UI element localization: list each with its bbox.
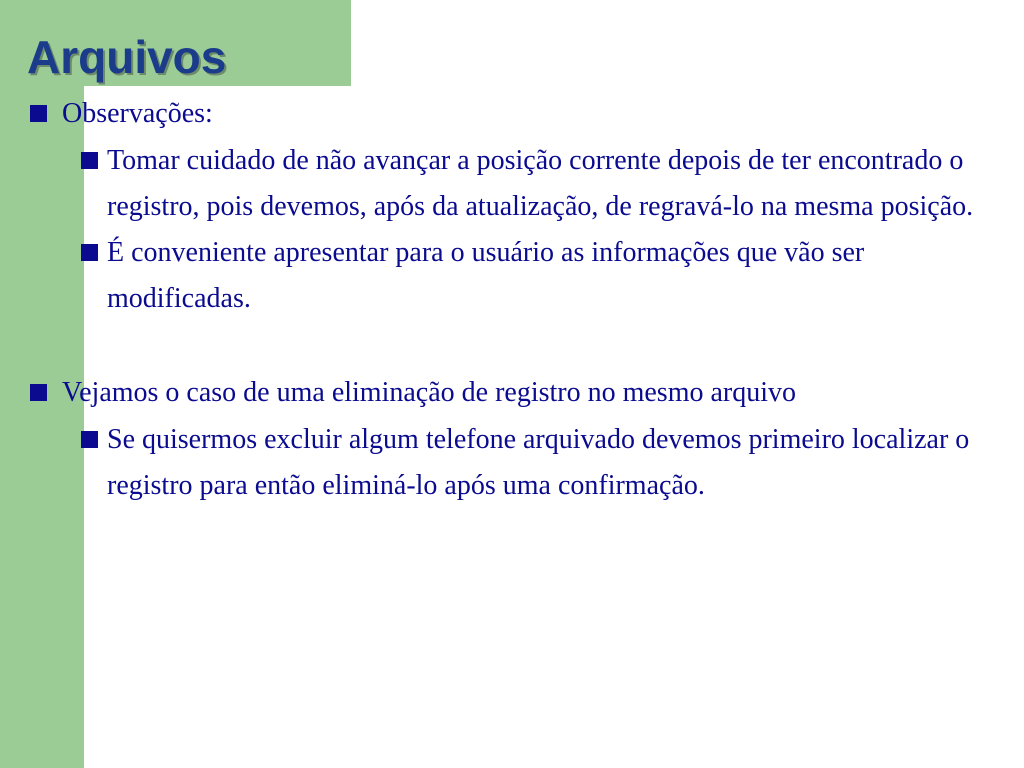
slide-title: Arquivos (27, 31, 227, 83)
sub-bullet-informacoes (30, 230, 1005, 322)
bullet-eliminacao (30, 372, 1005, 413)
sub-bullet-text: Se quisermos excluir algum telefone arquivado devemos primeiro localizar o registro para então eliminá-lo após uma confirmação. (107, 424, 970, 501)
square-bullet-icon (30, 384, 47, 401)
sub-bullet-excluir (30, 417, 1005, 509)
bullet-text: Observações: (62, 98, 213, 129)
bullet-observacoes (30, 93, 1005, 134)
square-bullet-icon (81, 152, 98, 169)
square-bullet-icon (30, 105, 47, 122)
sub-bullet-posicao (30, 138, 1005, 230)
square-bullet-icon (81, 244, 98, 261)
sub-bullet-text: Tomar cuidado de não avançar a posição corrente depois de ter encontrado o registro, pois devemos, após da atualização, de regravá-lo na mesma posição. (107, 145, 974, 222)
bullet-text: Vejamos o caso de uma eliminação de registro no mesmo arquivo (62, 377, 797, 408)
square-bullet-icon (81, 431, 98, 448)
slide-content (30, 93, 1005, 509)
sub-bullet-text: É conveniente apresentar para o usuário as informações que vão ser modificadas. (107, 237, 865, 314)
